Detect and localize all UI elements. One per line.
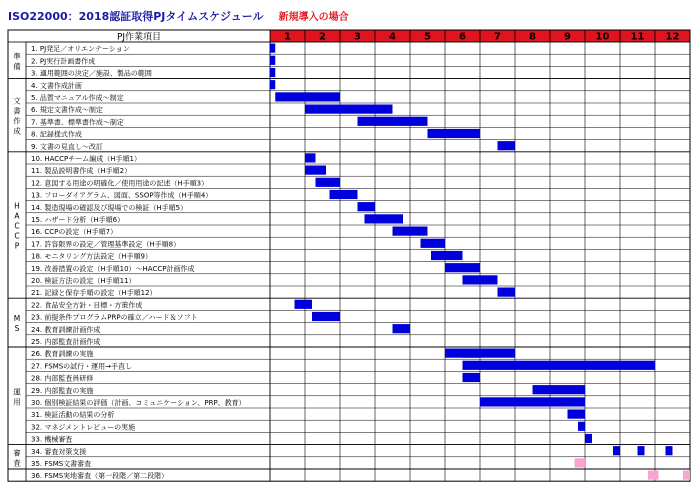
task-bar — [295, 300, 313, 309]
task-header-label: PJ作業項目 — [116, 32, 162, 43]
audit-bar — [575, 458, 586, 467]
task-bar — [463, 275, 498, 284]
month-label: 4 — [389, 31, 396, 43]
task-bar — [498, 141, 516, 150]
group-label: M S — [13, 314, 21, 334]
task-bar — [638, 446, 645, 455]
task-bar — [358, 117, 428, 126]
task-label: 2. PJ実行計画書作成 — [31, 57, 96, 66]
task-label: 21. 記録と保存手順の設定（H手順12） — [31, 289, 157, 298]
task-bar — [305, 153, 316, 162]
task-label: 18. モニタリング方法設定（H手順9） — [31, 252, 152, 261]
month-label: 8 — [529, 31, 536, 43]
task-bar — [585, 434, 592, 443]
chart-subtitle: 新規導入の場合 — [278, 12, 349, 23]
task-label: 34. 審査対策支援 — [31, 447, 87, 456]
task-bar — [358, 202, 376, 211]
task-label: 35. FSMS文書審査 — [31, 460, 92, 468]
task-bar — [666, 446, 673, 455]
task-label: 32. マネジメントレビューの実施 — [31, 423, 136, 432]
group-label: 運用 — [13, 387, 21, 407]
task-bar — [330, 190, 358, 199]
month-label: 9 — [564, 31, 571, 43]
month-label: 6 — [459, 31, 466, 43]
task-bar — [463, 373, 481, 382]
task-label: 27. FSMSの試行・運用→手直し — [31, 362, 133, 371]
task-bar — [270, 56, 275, 65]
task-bar — [568, 410, 586, 419]
task-label: 12. 意図する用途の明確化／使用用途の記述（H手順3） — [31, 179, 209, 188]
month-label: 12 — [665, 31, 680, 43]
task-label: 33. 機械審査 — [31, 435, 73, 444]
task-label: 22. 食品安全方針・目標・方策作成 — [31, 301, 143, 310]
task-bar — [421, 239, 446, 248]
task-label: 31. 検証活動の結果の分析 — [31, 411, 115, 420]
task-bar — [428, 129, 481, 138]
task-label: 10. HACCPチーム編成（H手順1） — [31, 155, 142, 163]
task-bar — [270, 68, 275, 77]
task-bar — [613, 446, 620, 455]
task-bar — [393, 324, 411, 333]
task-label: 36. FSMS実地審査（第一段階／第二段階） — [31, 472, 169, 481]
task-label: 9. 文書の見直し～改訂 — [31, 142, 103, 151]
group-label: 準備 — [13, 51, 21, 71]
audit-bar — [683, 471, 690, 480]
task-label: 30. 個別検証結果の評価（計画、コミュニケーション、PRP、教育） — [31, 399, 246, 407]
task-label: 7. 基準書、標準書作成～制定 — [31, 118, 124, 127]
task-label: 11. 製品説明書作成（H手順2） — [31, 167, 132, 176]
task-bar — [270, 80, 275, 89]
task-label: 25. 内部監査計画作成 — [31, 338, 101, 346]
task-label: 17. 許容限界の設定／管理基準設定（H手順8） — [31, 240, 181, 249]
task-bar — [316, 178, 341, 187]
month-label: 1 — [284, 31, 291, 43]
task-label: 15. ハザード分析（H手順6） — [31, 216, 125, 224]
task-bar — [463, 349, 481, 358]
task-bar — [312, 312, 340, 321]
group-label: 審査 — [13, 448, 21, 468]
task-bar — [498, 288, 516, 297]
task-label: 13. フローダイアグラム、図面、SSOP等作成（H手順4） — [31, 191, 213, 200]
task-label: 3. 適用範囲の決定／施設、製品の範囲 — [31, 69, 152, 78]
task-bar — [578, 422, 585, 431]
audit-bar — [648, 471, 659, 480]
task-bar — [445, 263, 480, 272]
task-bar — [463, 361, 656, 370]
month-label: 7 — [494, 31, 501, 43]
task-label: 5. 品質マニュアル作成～制定 — [31, 94, 124, 102]
group-label: 文書作成 — [13, 96, 21, 136]
month-label: 10 — [595, 31, 610, 43]
task-label: 28. 内部監査員研修 — [31, 374, 94, 383]
task-bar — [393, 227, 428, 236]
task-label: 20. 検証方法の設定（H手順11） — [31, 277, 136, 285]
task-bar — [533, 385, 586, 394]
month-label: 11 — [630, 31, 645, 43]
task-bar — [270, 44, 275, 53]
task-bar — [431, 251, 463, 260]
task-label: 1. PJ発足／オリエンテーション — [31, 45, 130, 54]
task-label: 14. 製造現場の確認及び現場での検証（H手順5） — [31, 203, 188, 212]
month-label: 3 — [354, 31, 361, 43]
month-label: 2 — [319, 31, 326, 43]
task-bar — [275, 92, 340, 101]
group-label: H A C C P — [14, 201, 20, 251]
task-label: 24. 教育訓練計画作成 — [31, 325, 101, 334]
task-label: 4. 文書作成計画 — [31, 81, 82, 90]
task-label: 16. CCPの設定（H手順7） — [31, 228, 118, 237]
task-bar — [305, 105, 393, 114]
task-label: 19. 改善措置の設定（H手順10）～HACCP計画作成 — [31, 264, 195, 273]
task-label: 29. 内部監査の実施 — [31, 386, 94, 395]
task-label: 8. 記録様式作成 — [31, 130, 82, 139]
month-label: 5 — [424, 31, 431, 43]
task-label: 6. 規定文書作成～制定 — [31, 106, 103, 115]
chart-title: ISO22000：2018認証取得PJタイムスケジュール — [8, 10, 264, 23]
task-bar — [305, 166, 326, 175]
task-bar — [365, 214, 404, 223]
task-bar — [480, 397, 585, 406]
task-label: 23. 前提条件プログラムPRPの確立／ハード＆ソフト — [31, 313, 198, 322]
task-label: 26. 教育訓練の実施 — [31, 350, 94, 359]
